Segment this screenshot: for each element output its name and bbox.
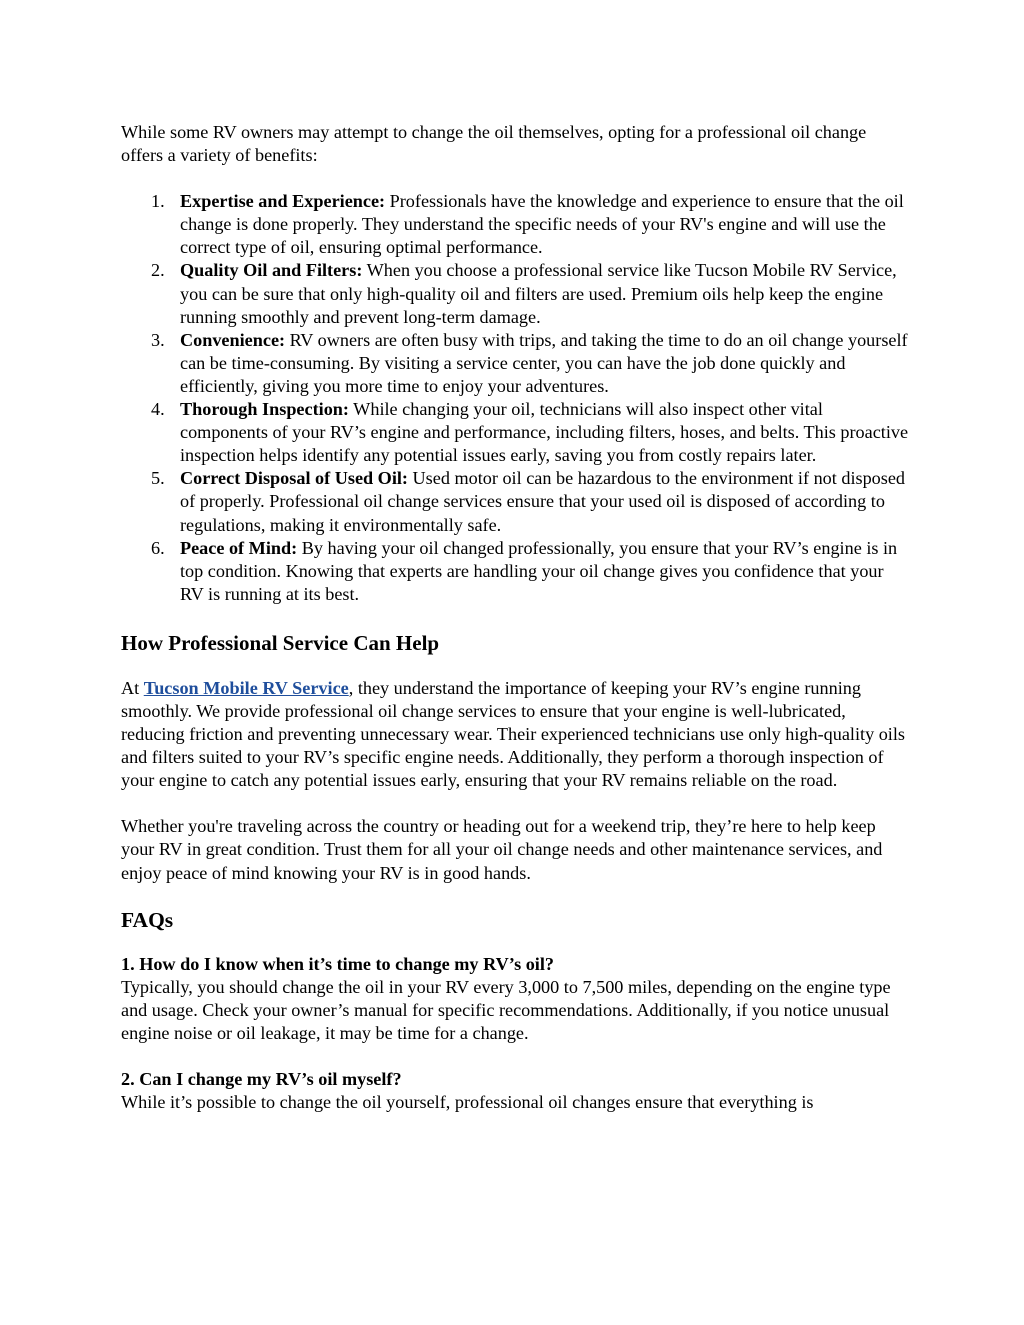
faq-question: 2. Can I change my RV’s oil myself? bbox=[121, 1069, 402, 1089]
benefit-title: Quality Oil and Filters: bbox=[180, 260, 363, 281]
benefit-text: While changing your oil, technicians will also inspect other vital components of your RV’s engine and performance, including filters, hoses, and belts. This proactive inspection helps identify any potential issues early, saving you from costly repairs later. bbox=[180, 399, 909, 466]
list-number: 4. bbox=[151, 399, 165, 420]
benefit-text: By having your oil changed professionally, you ensure that your RV’s engine is in top condition. Knowing that experts are handling your oil change gives you confidence that your RV is running at its best. bbox=[180, 537, 898, 604]
list-number: 1. bbox=[151, 191, 165, 212]
faq-answer: While it’s possible to change the oil yourself, professional oil changes ensure that everything is bbox=[121, 1092, 814, 1113]
benefit-title: Peace of Mind: bbox=[180, 537, 298, 558]
help-paragraph-2: Whether you're traveling across the country or heading out for a weekend trip, they’re here to help keep your RV in great condition. Trust them for all your oil change needs and other maintenance services, and enjoy peace of mind knowing your RV is in good hands. bbox=[121, 816, 883, 883]
list-item bbox=[121, 467, 911, 536]
faq-answer: Typically, you should change the oil in your RV every 3,000 to 7,500 miles, depending on the engine type and usage. Check your owner’s manual for specific recommendations. Additionally, if you notice unusual engine noise or oil leakage, it may be time for a change. bbox=[121, 976, 891, 1043]
list-number: 2. bbox=[151, 260, 165, 281]
list-number: 6. bbox=[151, 537, 165, 558]
list-item bbox=[121, 398, 911, 467]
benefit-text: RV owners are often busy with trips, and taking the time to do an oil change yourself can be time-consuming. By visiting a service center, you can have the job done quickly and efficiently, giving you more time to enjoy your adventures. bbox=[180, 329, 908, 396]
list-item bbox=[121, 190, 911, 259]
list-number: 3. bbox=[151, 329, 165, 350]
benefit-title: Expertise and Experience: bbox=[180, 191, 386, 212]
section-heading-faqs: FAQs bbox=[121, 907, 174, 932]
faq-question: 1. How do I know when it’s time to change my RV’s oil? bbox=[121, 953, 554, 974]
benefit-title: Thorough Inspection: bbox=[180, 399, 349, 420]
list-item bbox=[121, 329, 911, 398]
section-heading-help: How Professional Service Can Help bbox=[121, 630, 440, 655]
benefit-text: Used motor oil can be hazardous to the environment if not disposed of properly. Professional oil change services ensure that your used oil is disposed of according to regulations, making it environmentally safe. bbox=[180, 468, 906, 535]
benefit-title: Correct Disposal of Used Oil: bbox=[180, 468, 408, 489]
faq-item bbox=[121, 1068, 911, 1114]
benefit-text: Professionals have the knowledge and experience to ensure that the oil change is done properly. They understand the specific needs of your RV's engine and will use the correct type of oil, ensuring optimal performance. bbox=[180, 191, 904, 258]
help-paragraph-1-text: , they understand the importance of keeping your RV’s engine running smoothly. We provide professional oil change services to ensure that your engine is well-lubricated, reducing friction and preventing unnecessary wear. Their experienced technicians use only high-quality oils and filters suited to your RV’s specific engine needs. Additionally, they perform a thorough inspection of your engine to catch any potential issues early, ensuring that your RV remains reliable on the road. bbox=[121, 677, 905, 791]
tucson-mobile-rv-service-link[interactable]: Tucson Mobile RV Service bbox=[143, 677, 349, 698]
faq-item bbox=[121, 953, 911, 1045]
help-paragraph-1 bbox=[121, 677, 911, 792]
benefits-list bbox=[121, 190, 911, 606]
list-number: 5. bbox=[151, 468, 165, 489]
benefit-title: Convenience: bbox=[180, 329, 286, 350]
document-page bbox=[121, 121, 911, 1114]
help-prefix: At bbox=[121, 677, 144, 698]
intro-paragraph: While some RV owners may attempt to change the oil themselves, opting for a professional oil change offers a variety of benefits: bbox=[121, 122, 867, 166]
list-item bbox=[121, 259, 911, 328]
benefit-text: When you choose a professional service like Tucson Mobile RV Service, you can be sure that only high-quality oil and filters are used. Premium oils help keep the engine running smoothly and prevent long-term damage. bbox=[180, 260, 897, 327]
list-item bbox=[121, 537, 911, 606]
